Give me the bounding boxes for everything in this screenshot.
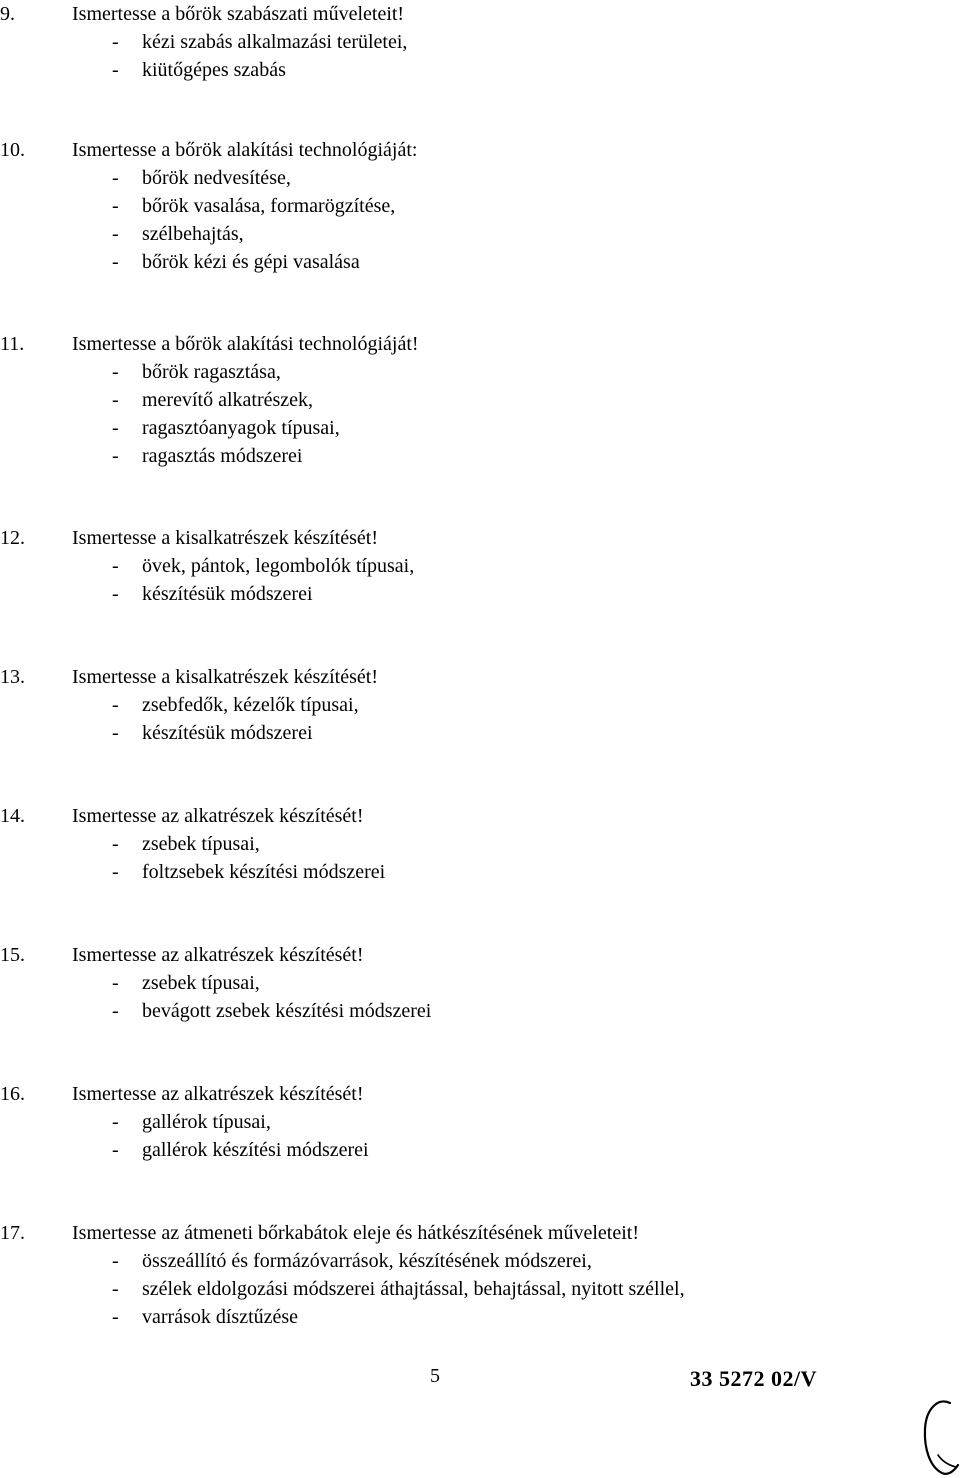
bullet-list — [112, 164, 395, 276]
question-number: 10. — [0, 139, 25, 161]
bullet-item: - szélek eldolgozási módszerei áthajtással, behajtással, nyitott széllel, — [112, 1275, 685, 1303]
question-title: Ismertesse a kisalkatrészek készítését! — [72, 527, 378, 549]
bullet-list — [112, 358, 340, 470]
question-title: Ismertesse a bőrök alakítási technológiáját! — [72, 333, 419, 355]
bullet-list — [112, 1247, 685, 1331]
question-title: Ismertesse az átmeneti bőrkabátok eleje és hátkészítésének műveleteit! — [72, 1222, 639, 1244]
bullet-item: - zsebek típusai, — [112, 830, 385, 858]
bullet-list — [112, 552, 414, 608]
question-number: 14. — [0, 805, 25, 827]
bullet-item: - zsebek típusai, — [112, 969, 431, 997]
question-title: Ismertesse a bőrök alakítási technológiáját: — [72, 139, 418, 161]
question-number: 13. — [0, 666, 25, 688]
bullet-item: - szélbehajtás, — [112, 220, 395, 248]
bullet-list — [112, 1108, 369, 1164]
bullet-list — [112, 28, 407, 84]
bullet-item: - merevítő alkatrészek, — [112, 386, 340, 414]
bullet-item: - bevágott zsebek készítési módszerei — [112, 997, 431, 1025]
bullet-list — [112, 691, 359, 747]
bullet-item: - foltzsebek készítési módszerei — [112, 858, 385, 886]
question-number: 16. — [0, 1083, 25, 1105]
question-number: 9. — [0, 3, 15, 25]
bullet-item: - bőrök nedvesítése, — [112, 164, 395, 192]
bullet-item: - készítésük módszerei — [112, 580, 414, 608]
question-title: Ismertesse a kisalkatrészek készítését! — [72, 666, 378, 688]
bullet-item: - zsebfedők, kézelők típusai, — [112, 691, 359, 719]
bullet-list — [112, 830, 385, 886]
bullet-item: - bőrök vasalása, formarögzítése, — [112, 192, 395, 220]
bullet-item: - bőrök ragasztása, — [112, 358, 340, 386]
signature-mark — [920, 1395, 960, 1478]
bullet-item: - gallérok készítési módszerei — [112, 1136, 369, 1164]
question-number: 15. — [0, 944, 25, 966]
bullet-item: - bőrök kézi és gépi vasalása — [112, 248, 395, 276]
question-title: Ismertesse az alkatrészek készítését! — [72, 805, 364, 827]
bullet-item: - ragasztás módszerei — [112, 442, 340, 470]
document-code: 33 5272 02/V — [690, 1366, 817, 1391]
bullet-item: - összeállító és formázóvarrások, készítésének módszerei, — [112, 1247, 685, 1275]
bullet-item: - gallérok típusai, — [112, 1108, 369, 1136]
bullet-item: - varrások dísztűzése — [112, 1303, 685, 1331]
bullet-item: - kiütőgépes szabás — [112, 56, 407, 84]
bullet-list — [112, 969, 431, 1025]
bullet-item: - ragasztóanyagok típusai, — [112, 414, 340, 442]
page-number: 5 — [430, 1365, 440, 1387]
bullet-item: - övek, pántok, legombolók típusai, — [112, 552, 414, 580]
bullet-item: - készítésük módszerei — [112, 719, 359, 747]
bullet-item: - kézi szabás alkalmazási területei, — [112, 28, 407, 56]
question-title: Ismertesse a bőrök szabászati műveleteit! — [72, 3, 405, 25]
question-title: Ismertesse az alkatrészek készítését! — [72, 944, 364, 966]
question-number: 11. — [0, 333, 25, 355]
question-title: Ismertesse az alkatrészek készítését! — [72, 1083, 364, 1105]
question-number: 12. — [0, 527, 25, 549]
question-number: 17. — [0, 1222, 25, 1244]
